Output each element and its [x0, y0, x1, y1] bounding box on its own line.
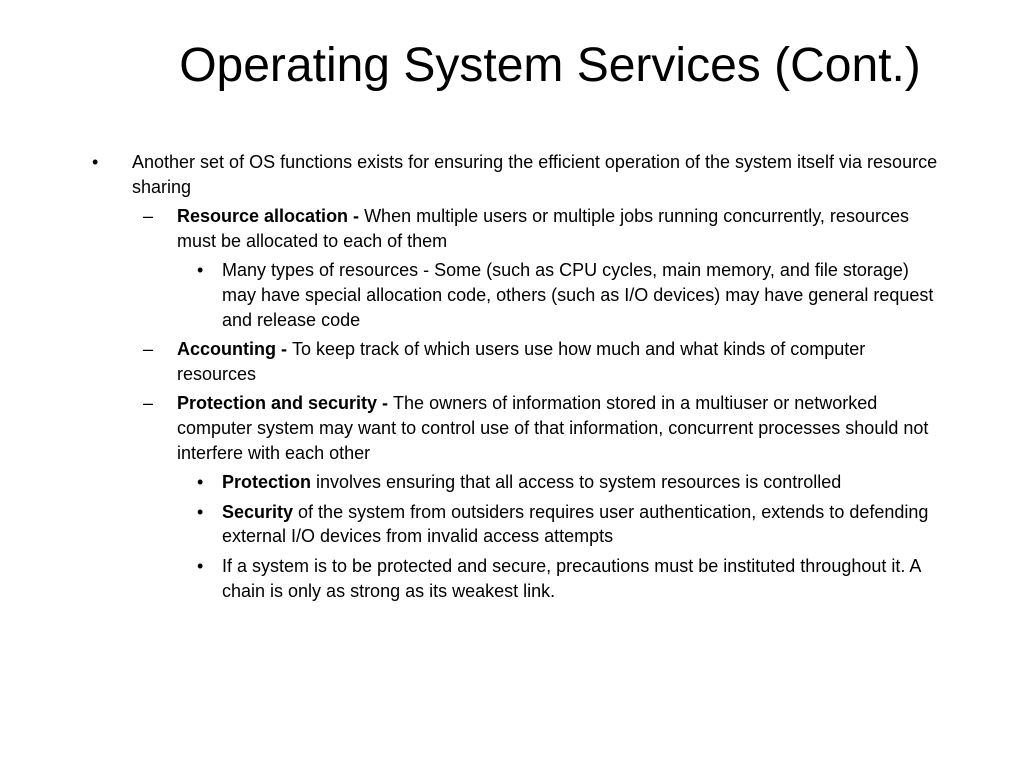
bold-term: Accounting -: [177, 339, 292, 360]
bullet-marker: •: [197, 501, 204, 522]
bullet-text: Another set of OS functions exists for ensuring the efficient operation of the system itself via resource sharing: [132, 152, 938, 197]
sub-item-text: To keep track of which users use how much and what kinds of computer resources: [177, 339, 866, 384]
sub-sub-item-chain: [90, 554, 940, 603]
bold-term: Resource allocation -: [177, 206, 365, 227]
sub-sub-item: [90, 258, 940, 332]
sub-item-text: The owners of information stored in a multiuser or networked computer system may want to control use of that information, concurrent processes should not interfere with each other: [177, 393, 929, 463]
sub-sub-item-security: [90, 500, 940, 549]
bold-term: Security: [222, 501, 294, 522]
sub-sub-item-text: involves ensuring that all access to system resources is controlled: [311, 472, 842, 493]
bold-term: Protection: [222, 472, 312, 493]
bold-term: Protection and security -: [177, 393, 394, 414]
sub-sub-item-text: Many types of resources - Some (such as CPU cycles, main memory, and file storage) may have special allocation code, others (such as I/O devices) may have general request and release code: [222, 260, 934, 330]
bullet-marker: •: [92, 152, 99, 172]
sub-sub-item-text: If a system is to be protected and secure, precautions must be instituted throughout it. A chain is only as strong as its weakest link.: [222, 555, 921, 601]
bullet-marker: •: [197, 555, 204, 576]
sub-item-resource-allocation: [90, 204, 940, 253]
dash-marker: –: [143, 206, 154, 227]
sub-item-text: When multiple users or multiple jobs running concurrently, resources must be allocated to each of them: [177, 206, 909, 251]
slide-title: Operating System Services (Cont.): [179, 39, 921, 92]
slide-body: [90, 150, 940, 608]
dash-marker: –: [143, 339, 154, 360]
sub-item-accounting: [90, 337, 940, 386]
bullet-marker: •: [197, 472, 204, 493]
sub-sub-item-text: of the system from outsiders requires user authentication, extends to defending external I/O devices from invalid access attempts: [222, 501, 929, 547]
bullet-item: [90, 150, 940, 199]
bullet-marker: •: [197, 260, 204, 281]
sub-sub-item-protection: [90, 470, 940, 495]
sub-item-protection-security: [90, 391, 940, 465]
dash-marker: –: [143, 393, 154, 414]
